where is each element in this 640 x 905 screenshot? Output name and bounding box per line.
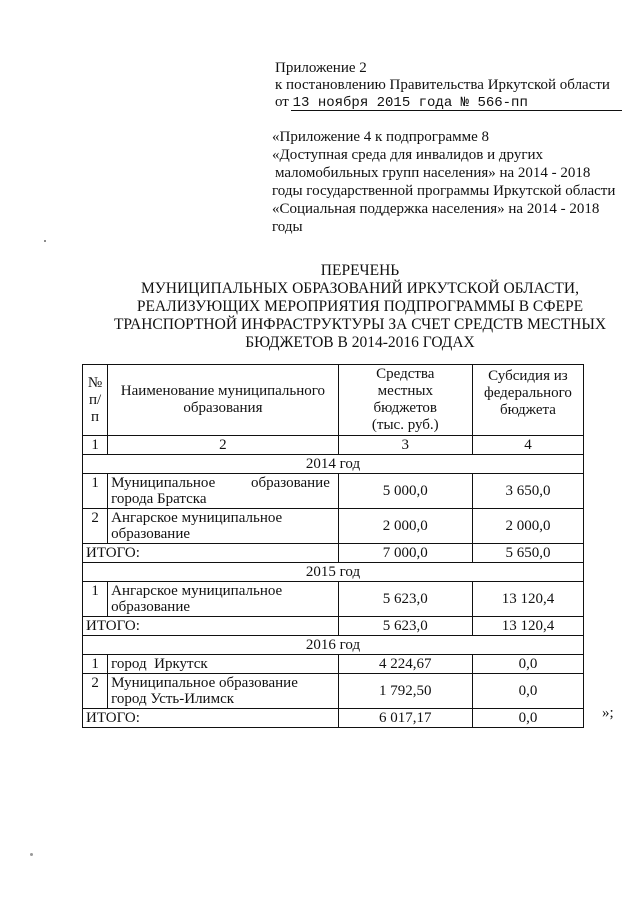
total-row-2015 (83, 617, 584, 636)
scan-mark (30, 853, 33, 856)
row-name: Муниципальное образование города Братска (108, 474, 339, 509)
year-row-2016 (83, 636, 584, 655)
subprogram-line: «Доступная среда для инвалидов и других (272, 147, 544, 163)
title-line: БЮДЖЕТОВ В 2014-2016 ГОДАХ (245, 334, 475, 351)
year-label: 2014 год (83, 455, 584, 474)
scan-mark (44, 240, 46, 242)
total-local: 6 017,17 (338, 709, 472, 728)
appendix-line-1: Приложение 2 (275, 60, 367, 76)
year-row-2014 (83, 455, 584, 474)
year-label: 2016 год (83, 636, 584, 655)
total-row-2014 (83, 544, 584, 563)
total-federal: 13 120,4 (472, 617, 583, 636)
year-row-2015 (83, 563, 584, 582)
total-federal: 5 650,0 (472, 544, 583, 563)
table-row (83, 655, 584, 674)
table-header-row (83, 365, 584, 436)
total-label: ИТОГО: (83, 709, 339, 728)
table-row (83, 474, 584, 509)
title-line: МУНИЦИПАЛЬНЫХ ОБРАЗОВАНИЙ ИРКУТСКОЙ ОБЛАСТИ, (141, 280, 579, 297)
row-local: 5 000,0 (338, 474, 472, 509)
row-num: 1 (83, 655, 108, 674)
row-num: 2 (83, 674, 108, 709)
total-local: 5 623,0 (338, 617, 472, 636)
date-prefix: от (275, 94, 289, 110)
subprogram-line: годы государственной программы Иркутской области (272, 183, 616, 199)
row-name: Ангарское муниципальное образование (108, 582, 339, 617)
column-number-row (83, 436, 584, 455)
col-number: 1 (83, 436, 108, 455)
row-num: 2 (83, 509, 108, 544)
row-name: Муниципальное образование город Усть-Илимск (108, 674, 339, 709)
row-name: город Иркутск (108, 655, 339, 674)
row-num: 1 (83, 582, 108, 617)
row-num: 1 (83, 474, 108, 509)
col-number: 3 (338, 436, 472, 455)
appendix-line-2: к постановлению Правительства Иркутской области (275, 77, 610, 93)
total-label: ИТОГО: (83, 544, 339, 563)
row-local: 2 000,0 (338, 509, 472, 544)
appendix-date-line (275, 94, 610, 112)
date-underline (291, 110, 622, 111)
col-number: 2 (108, 436, 339, 455)
header-name: Наименование муниципального образования (108, 365, 339, 436)
title-line: ПЕРЕЧЕНЬ (320, 262, 400, 279)
document-title (60, 262, 640, 352)
subprogram-line: «Социальная поддержка населения» на 2014 - 2018 (272, 201, 600, 217)
total-row-2016 (83, 709, 584, 728)
row-federal: 13 120,4 (472, 582, 583, 617)
row-local: 4 224,67 (338, 655, 472, 674)
table-row (83, 509, 584, 544)
table-row (83, 674, 584, 709)
subprogram-line: маломобильных групп населения» на 2014 - 2018 (275, 165, 591, 181)
header-num: № п/п (83, 365, 108, 436)
row-federal: 3 650,0 (472, 474, 583, 509)
total-federal: 0,0 (472, 709, 583, 728)
row-federal: 0,0 (472, 655, 583, 674)
row-federal: 2 000,0 (472, 509, 583, 544)
col-number: 4 (472, 436, 583, 455)
row-local: 1 792,50 (338, 674, 472, 709)
year-label: 2015 год (83, 563, 584, 582)
subprogram-line: годы (272, 219, 303, 235)
row-name: Ангарское муниципальное образование (108, 509, 339, 544)
decree-date: 13 ноября 2015 года № 566-пп (292, 95, 528, 111)
title-line: ТРАНСПОРТНОЙ ИНФРАСТРУКТУРЫ ЗА СЧЕТ СРЕДСТВ МЕСТНЫХ (113, 316, 607, 333)
title-line: РЕАЛИЗУЮЩИХ МЕРОПРИЯТИЯ ПОДПРОГРАММЫ В СФЕРЕ (136, 298, 584, 315)
appendix-header (275, 60, 610, 112)
row-federal: 0,0 (472, 674, 583, 709)
header-federal-subsidy: Субсидия из федерального бюджета (472, 365, 583, 436)
header-local-budget: Средства местных бюджетов (тыс. руб.) (338, 365, 472, 436)
total-label: ИТОГО: (83, 617, 339, 636)
row-local: 5 623,0 (338, 582, 472, 617)
closing-quote: »; (602, 705, 614, 721)
subprogram-line: «Приложение 4 к подпрограмме 8 (272, 129, 490, 145)
municipalities-table (82, 364, 584, 728)
subprogram-reference (272, 128, 615, 236)
table-row (83, 582, 584, 617)
total-local: 7 000,0 (338, 544, 472, 563)
